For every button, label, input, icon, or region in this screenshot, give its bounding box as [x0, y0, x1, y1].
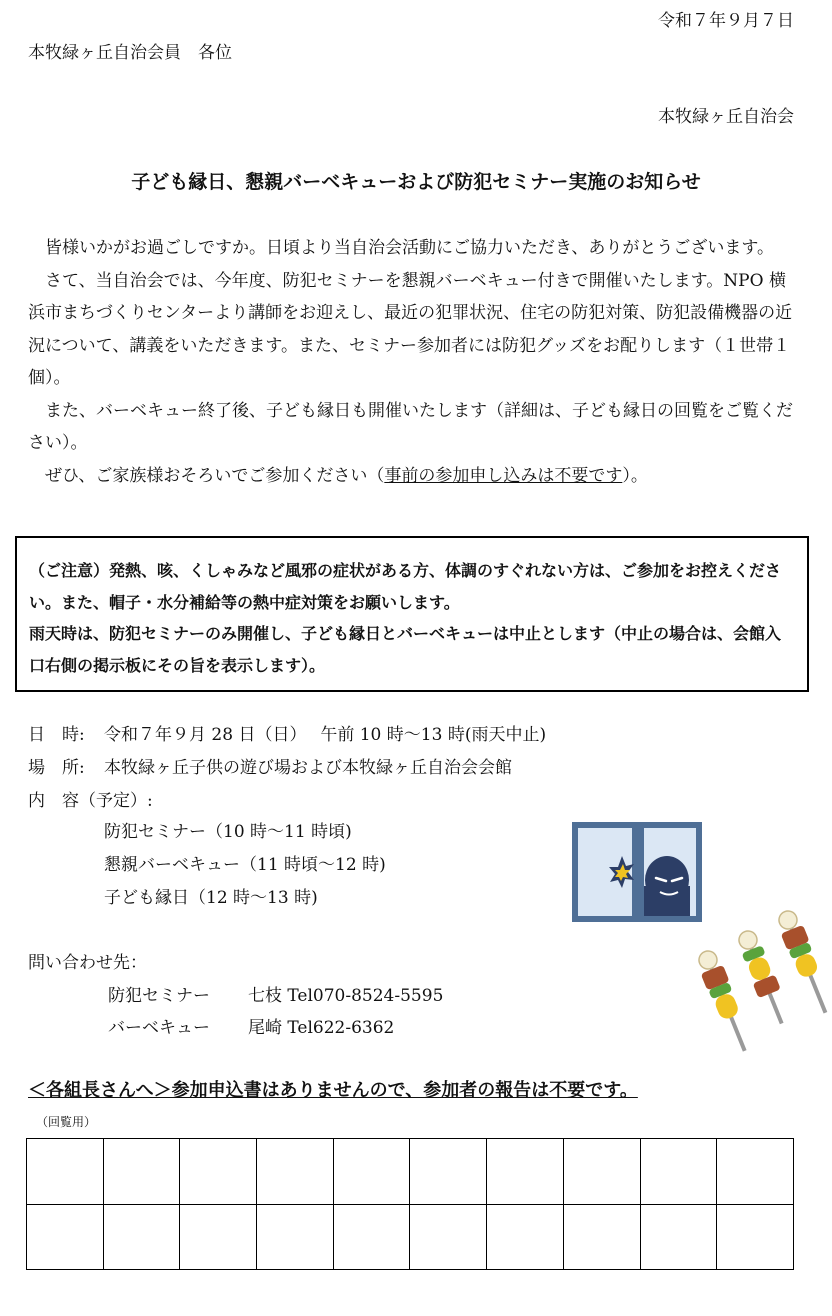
contact-item — [108, 981, 443, 1006]
table-row — [27, 1204, 794, 1270]
document-title: 子ども縁日、懇親バーベキューおよび防犯セミナー実施のお知らせ — [131, 171, 701, 193]
datetime-label: 日 時: — [28, 725, 85, 745]
stamp-cell — [487, 1204, 564, 1270]
contact-name: 防犯セミナー — [108, 986, 210, 1006]
stamp-cell — [717, 1204, 794, 1270]
contact-detail: 七枝 Tel070-8524-5595 — [248, 986, 444, 1006]
notice-rain: 雨天時は、防犯セミナーのみ開催し、子ども縁日とバーベキューは中止とします（中止の場合は、会館入口右側の掲示板にその旨を表示します）。 — [29, 624, 782, 675]
stamp-cell — [333, 1139, 410, 1205]
recipient: 本牧緑ヶ丘自治会員 各位 — [28, 43, 232, 63]
stamp-cell — [180, 1139, 257, 1205]
info-place — [28, 753, 512, 778]
notice-caution: （ご注意）発熱、咳、くしゃみなど風邪の症状がある方、体調のすぐれない方は、ご参加をお控えください。また、帽子・水分補給等の熱中症対策をお願いします。 — [29, 561, 782, 612]
body-paragraph-2: さて、当自治会では、今年度、防犯セミナーを懇親バーベキュー付きで開催いたします。NPO 横浜市まちづくりセンターより講師をお迎えし、最近の犯罪状況、住宅の防犯対策、防犯設備機器の近況について、講義をいただきます。また、セミナー参加者には防犯グッズをお配りします（１世帯１個）。 — [28, 270, 793, 388]
contact-item — [108, 1013, 394, 1038]
burglar-window-icon — [570, 820, 704, 929]
stamp-cell — [563, 1139, 640, 1205]
place-label: 場 所: — [28, 758, 85, 778]
stamp-cell — [257, 1204, 334, 1270]
body-text — [28, 232, 800, 492]
stamp-cell — [180, 1204, 257, 1270]
stamp-cell — [27, 1204, 104, 1270]
stamp-cell — [487, 1139, 564, 1205]
circulation-table — [26, 1138, 794, 1270]
stamp-cell — [257, 1139, 334, 1205]
contact-label: 問い合わせ先： — [28, 953, 147, 973]
no-registration-note: 事前の参加申し込みは不要です — [384, 465, 623, 486]
stamp-cell — [717, 1139, 794, 1205]
stamp-cell — [640, 1139, 717, 1205]
bbq-skewers-icon — [688, 908, 832, 1069]
schedule-item: 防犯セミナー（10 時～11 時頃) — [104, 822, 352, 842]
place-value: 本牧緑ヶ丘子供の遊び場および本牧緑ヶ丘自治会会館 — [104, 758, 512, 778]
info-datetime — [28, 720, 546, 745]
sender: 本牧緑ヶ丘自治会 — [658, 107, 794, 127]
contact-detail: 尾崎 Tel622-6362 — [248, 1018, 395, 1038]
datetime-value: 令和７年９月 28 日（日） 午前 10 時～13 時(雨天中止) — [104, 725, 547, 745]
content-label: 内 容（予定）: — [28, 791, 153, 811]
p4-suffix: ）。 — [622, 465, 648, 486]
body-paragraph-1: 皆様いかがお過ごしですか。日頃より当自治会活動にご協力いただき、ありがとうございます。 — [45, 238, 774, 258]
stamp-cell — [27, 1139, 104, 1205]
schedule-item: 子ども縁日（12 時～13 時) — [104, 888, 318, 908]
stamp-cell — [410, 1139, 487, 1205]
table-row — [27, 1139, 794, 1205]
circulation-label: （回覧用） — [36, 1115, 97, 1129]
contact-name: バーベキュー — [108, 1018, 210, 1038]
stamp-cell — [103, 1139, 180, 1205]
leader-note: ＜各組長さんへ＞参加申込書はありませんので、参加者の報告は不要です。 — [28, 1080, 638, 1101]
stamp-cell — [640, 1204, 717, 1270]
stamp-cell — [410, 1204, 487, 1270]
stamp-cell — [333, 1204, 410, 1270]
stamp-cell — [103, 1204, 180, 1270]
info-content — [28, 786, 153, 811]
schedule-item: 懇親バーベキュー（11 時頃～12 時) — [104, 855, 386, 875]
stamp-cell — [563, 1204, 640, 1270]
p4-prefix: ぜひ、ご家族様おそろいでご参加ください（ — [45, 465, 385, 486]
document-date: 令和７年９月７日 — [658, 11, 794, 31]
notice-box — [15, 536, 809, 692]
body-paragraph-4 — [28, 460, 800, 493]
body-paragraph-3: また、バーベキュー終了後、子ども縁日も開催いたします（詳細は、子ども縁日の回覧をご覧ください）。 — [28, 400, 793, 453]
